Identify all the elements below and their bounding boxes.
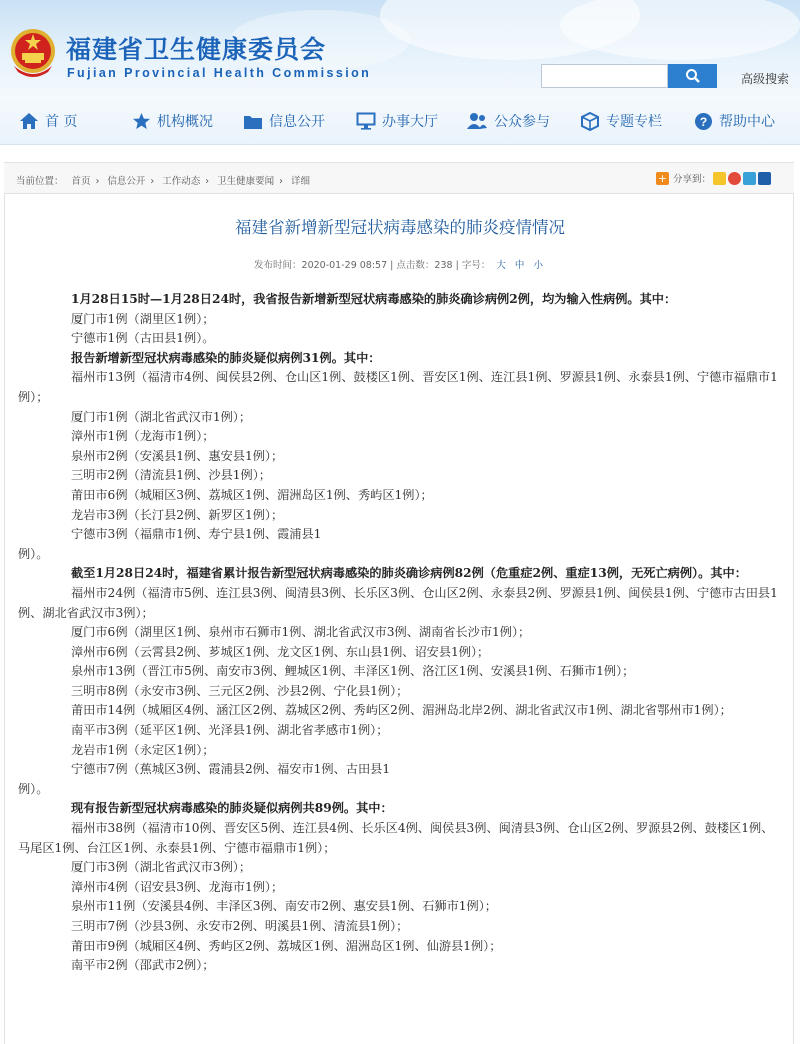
nav-label: 公众参与 — [494, 114, 550, 130]
meta-clicks-label: 点击数： — [396, 260, 435, 271]
share-bar — [654, 171, 771, 185]
article-paragraph: 漳州市1例（龙海市1例）； — [71, 429, 215, 444]
star-icon — [132, 112, 151, 130]
article-paragraph: 福州市38例（福清市10例、晋安区5例、连江县4例、长乐区4例、闽侯县3例、闽清县3例、仓山区2例、罗源县2例、鼓楼区1例、马尾区1例、台江区1例、永泰县1例、宁德市福鼎市1例）； — [18, 821, 774, 855]
breadcrumb — [16, 173, 315, 187]
article-paragraph: 莆田市9例（城厢区4例、秀屿区2例、荔城区1例、湄洲岛区1例、仙游县1例）； — [71, 938, 502, 953]
share-weibo-icon[interactable] — [728, 172, 741, 185]
search-input[interactable] — [541, 64, 668, 88]
font-size-medium[interactable]: 中 — [514, 260, 525, 271]
breadcrumb-item-work[interactable]: 工作动态 — [162, 176, 201, 187]
article-paragraph: 三明市8例（永安市3例、三元区2例、沙县2例、宁化县1例）； — [71, 683, 409, 698]
breadcrumb-item-detail: 详细 — [290, 176, 310, 187]
share-plus-icon[interactable]: + — [657, 171, 668, 185]
font-size-small[interactable]: 小 — [533, 260, 543, 271]
nav-label: 办事大厅 — [382, 114, 438, 130]
monitor-icon — [356, 112, 376, 130]
nav-item-help[interactable] — [694, 109, 775, 133]
nav-label: 帮助中心 — [719, 114, 775, 130]
breadcrumb-separator: › — [150, 176, 155, 187]
breadcrumb-prefix: 当前位置： — [16, 176, 64, 187]
nav-item-home[interactable] — [19, 109, 77, 133]
article-body — [18, 290, 780, 976]
article-paragraph: 截至1月28日24时，福建省累计报告新型冠状病毒感染的肺炎确诊病例82例（危重症2例、重症13例，无死亡病例）。其中： — [71, 566, 747, 581]
article-paragraph: 龙岩市3例（长汀县2例、新罗区1例）； — [71, 507, 284, 522]
share-qzone-icon[interactable] — [713, 172, 726, 185]
font-size-large[interactable]: 大 — [496, 260, 506, 271]
search-icon — [685, 68, 701, 84]
article-paragraph: 厦门市1例（湖北省武汉市1例）； — [71, 409, 252, 424]
nav-item-service[interactable] — [356, 109, 438, 133]
article-meta — [5, 257, 795, 271]
cube-icon — [580, 112, 600, 131]
meta-divider: | — [390, 260, 397, 271]
article-paragraph: 龙岩市1例（永定区1例）； — [71, 742, 215, 757]
article-paragraph: 泉州市11例（安溪县4例、丰泽区3例、南安市2例、惠安县1例、石狮市1例）； — [71, 899, 497, 914]
breadcrumb-item-info[interactable]: 信息公开 — [107, 176, 146, 187]
article-paragraph: 宁德市3例（福鼎市1例、寿宁县1例、霞浦县1 — [71, 527, 322, 542]
article-paragraph: 例）。 — [18, 546, 49, 561]
article-paragraph: 泉州市2例（安溪县1例、惠安县1例）； — [71, 448, 284, 463]
breadcrumb-separator: › — [205, 176, 210, 187]
advanced-search-link[interactable]: 高级搜索 — [741, 72, 790, 86]
article — [4, 194, 794, 1044]
meta-time: 2020-01-29 08:57 — [301, 260, 388, 271]
article-paragraph: 福州市13例（福清市4例、闽侯县2例、仓山区1例、鼓楼区1例、晋安区1例、连江县1例、罗源县1例、永泰县1例、宁德市福鼎市1例）； — [18, 370, 778, 404]
nav-item-info[interactable] — [243, 109, 325, 133]
article-paragraph: 福州市24例（福清市5例、连江县3例、闽清县3例、长乐区3例、仓山区2例、永泰县2例、罗源县1例、闽侯县1例、宁德市古田县1例、湖北省武汉市3例）； — [18, 585, 778, 620]
meta-font-label: 字号： — [461, 260, 491, 271]
article-paragraph: 三明市2例（清流县1例、沙县1例）； — [71, 468, 271, 483]
breadcrumb-bar — [4, 162, 794, 194]
article-paragraph: 南平市3例（延平区1例、光泽县1例、湖北省孝感市1例）； — [71, 723, 389, 738]
nav-item-about[interactable] — [132, 109, 213, 133]
article-paragraph: 厦门市6例（湖里区1例、泉州市石狮市1例、湖北省武汉市3例、湖南省长沙市1例）； — [71, 625, 531, 640]
main-nav — [0, 98, 800, 145]
article-paragraph: 宁德市7例（蕉城区3例、霞浦县2例、福安市1例、古田县1 — [71, 762, 391, 777]
nav-item-topics[interactable] — [580, 109, 662, 133]
article-paragraph: 三明市7例（沙县3例、永安市2例、明溪县1例、清流县1例）； — [71, 919, 409, 933]
breadcrumb-separator: › — [279, 176, 283, 187]
meta-clicks: 238 — [434, 260, 453, 271]
article-paragraph: 莆田市14例（城厢区4例、涵江区2例、荔城区2例、秀屿区2例、湄洲岛北岸2例、湖北省武汉市1例、湖北省鄂州市1例）； — [71, 703, 732, 718]
nav-label: 机构概况 — [157, 114, 213, 130]
article-paragraph: 宁德市1例（古田县1例）。 — [71, 331, 215, 346]
nav-item-public[interactable] — [466, 109, 550, 133]
nav-label: 首 页 — [45, 114, 78, 130]
share-renren-icon[interactable] — [758, 172, 771, 185]
article-paragraph: 例）。 — [18, 781, 49, 796]
article-paragraph: 南平市2例（邵武市2例）； — [71, 958, 215, 973]
people-icon — [466, 112, 488, 130]
breadcrumb-separator: › — [95, 176, 100, 187]
article-title: 福建省新增新型冠状病毒感染的肺炎疫情情况 — [235, 218, 565, 237]
share-tencent-icon[interactable] — [743, 172, 756, 185]
article-paragraph: 1月28日15时—1月28日24时，我省报告新增新型冠状病毒感染的肺炎确诊病例2例，均为输入性病例。其中： — [71, 292, 677, 306]
breadcrumb-item-news[interactable]: 卫生健康要闻 — [217, 176, 275, 187]
home-icon — [19, 112, 39, 130]
article-paragraph: 泉州市13例（晋江市5例、南安市3例、鲤城区1例、丰泽区1例、洛江区1例、安溪县1例、石狮市1例）； — [71, 664, 635, 679]
article-paragraph: 漳州市6例（云霄县2例、芗城区1例、龙文区1例、东山县1例、诏安县1例）； — [71, 644, 490, 659]
article-paragraph: 莆田市6例（城厢区3例、荔城区1例、湄洲岛区1例、秀屿区1例）； — [71, 487, 433, 502]
share-label: 分享到： — [673, 174, 712, 185]
help-icon — [694, 112, 713, 131]
site-title[interactable]: 福建省卫生健康委员会 — [66, 35, 327, 64]
folder-icon — [243, 113, 263, 130]
article-paragraph: 厦门市3例（湖北省武汉市3例）； — [71, 860, 252, 875]
site-header — [0, 0, 800, 98]
national-emblem-icon — [8, 26, 58, 80]
search-button[interactable] — [668, 64, 717, 88]
meta-time-label: 发布时间： — [254, 260, 302, 271]
article-paragraph: 报告新增新型冠状病毒感染的肺炎疑似病例31例。其中： — [71, 350, 381, 365]
article-paragraph: 现有报告新型冠状病毒感染的肺炎疑似病例共89例。其中： — [71, 801, 393, 816]
nav-label: 专题专栏 — [606, 114, 662, 130]
meta-divider: | — [455, 260, 462, 271]
site-subtitle: Fujian Provincial Health Commission — [67, 66, 372, 80]
article-paragraph: 漳州市4例（诏安县3例、龙海市1例）； — [71, 879, 284, 894]
breadcrumb-item-home[interactable]: 首页 — [71, 176, 91, 187]
nav-label: 信息公开 — [269, 114, 325, 130]
article-paragraph: 厦门市1例（湖里区1例）； — [71, 311, 215, 326]
svg-text:?: ? — [699, 114, 708, 129]
